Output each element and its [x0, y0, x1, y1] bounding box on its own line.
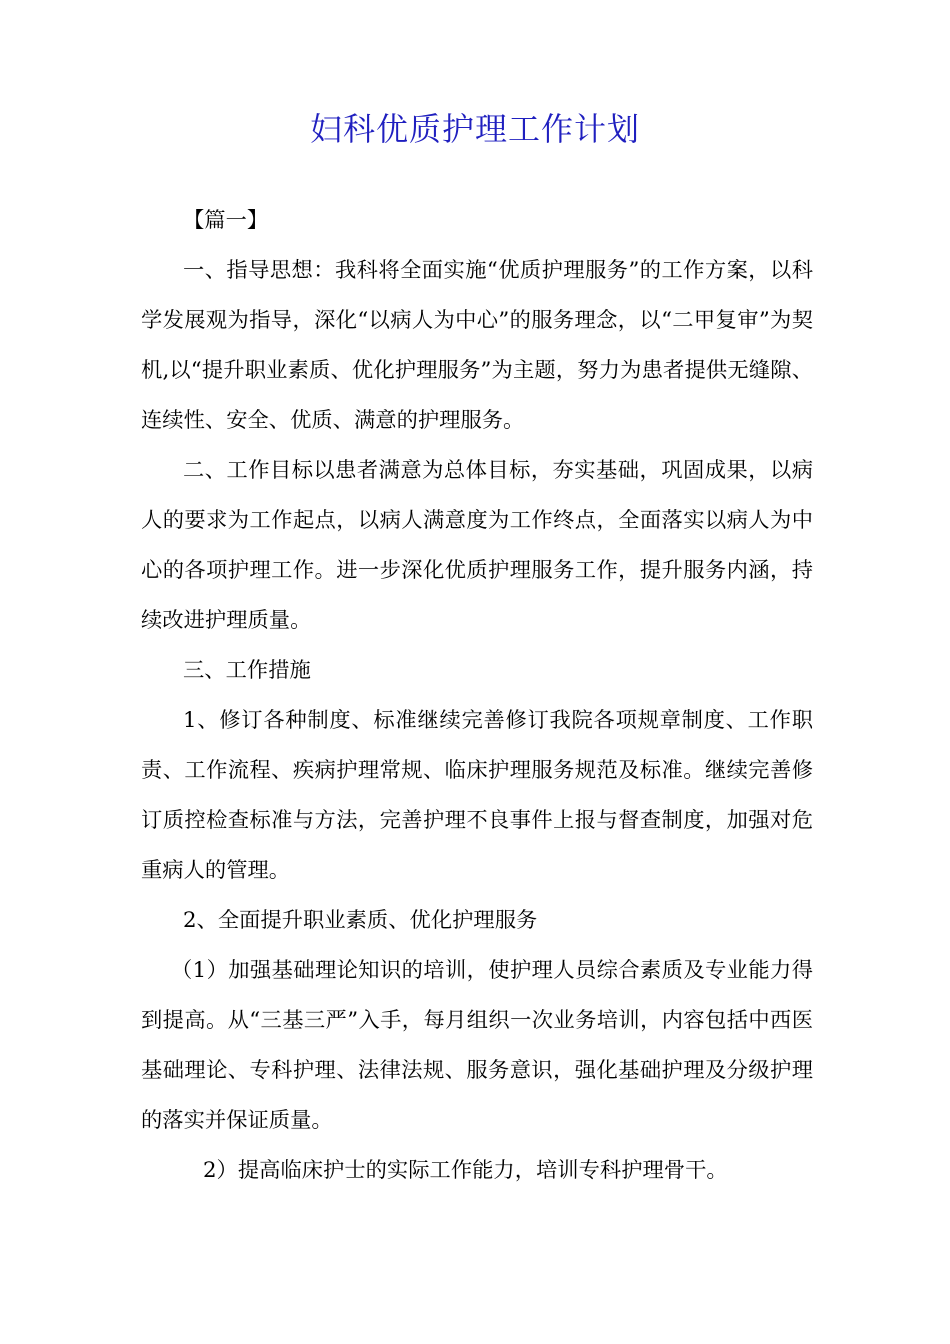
document-title: 妇科优质护理工作计划 [309, 110, 640, 148]
paragraph-guiding-ideology: 一、指导思想：我科将全面实施“优质护理服务”的工作方案，以科学发展观为指导，深化“以病人为中心”的服务理念，以“二甲复审”为契机,以“提升职业素质、优化护理服务”为主题，努力为患者提供无缝隙、连续性、安全、优质、满意的护理服务。 [141, 258, 813, 433]
document-body [141, 196, 813, 1196]
paragraph-measure-2: 2、全面提升职业素质、优化护理服务 [183, 908, 538, 933]
paragraph-measure-1: 1、修订各种制度、标准继续完善修订我院各项规章制度、工作职责、工作流程、疾病护理常规、临床护理服务规范及标准。继续完善修订质控检查标准与方法，完善护理不良事件上报与督查制度，加强对危重病人的管理。 [141, 708, 813, 883]
paragraph-work-goals: 二、工作目标以患者满意为总体目标，夯实基础，巩固成果，以病人的要求为工作起点，以病人满意度为工作终点，全面落实以病人为中心的各项护理工作。进一步深化优质护理服务工作，提升服务内涵，持续改进护理质量。 [141, 458, 813, 633]
paragraph-measure-2-item-1: （1）加强基础理论知识的培训，使护理人员综合素质及专业能力得到提高。从“三基三严”入手，每月组织一次业务培训，内容包括中西医基础理论、专科护理、法律法规、服务意识，强化基础护理及分级护理的落实并保证质量。 [141, 958, 813, 1133]
section-marker: 【篇一】 [183, 208, 269, 233]
paragraph-work-measures-heading: 三、工作措施 [183, 658, 311, 683]
paragraph-measure-2-item-2: 2）提高临床护士的实际工作能力，培训专科护理骨干。 [203, 1158, 728, 1183]
